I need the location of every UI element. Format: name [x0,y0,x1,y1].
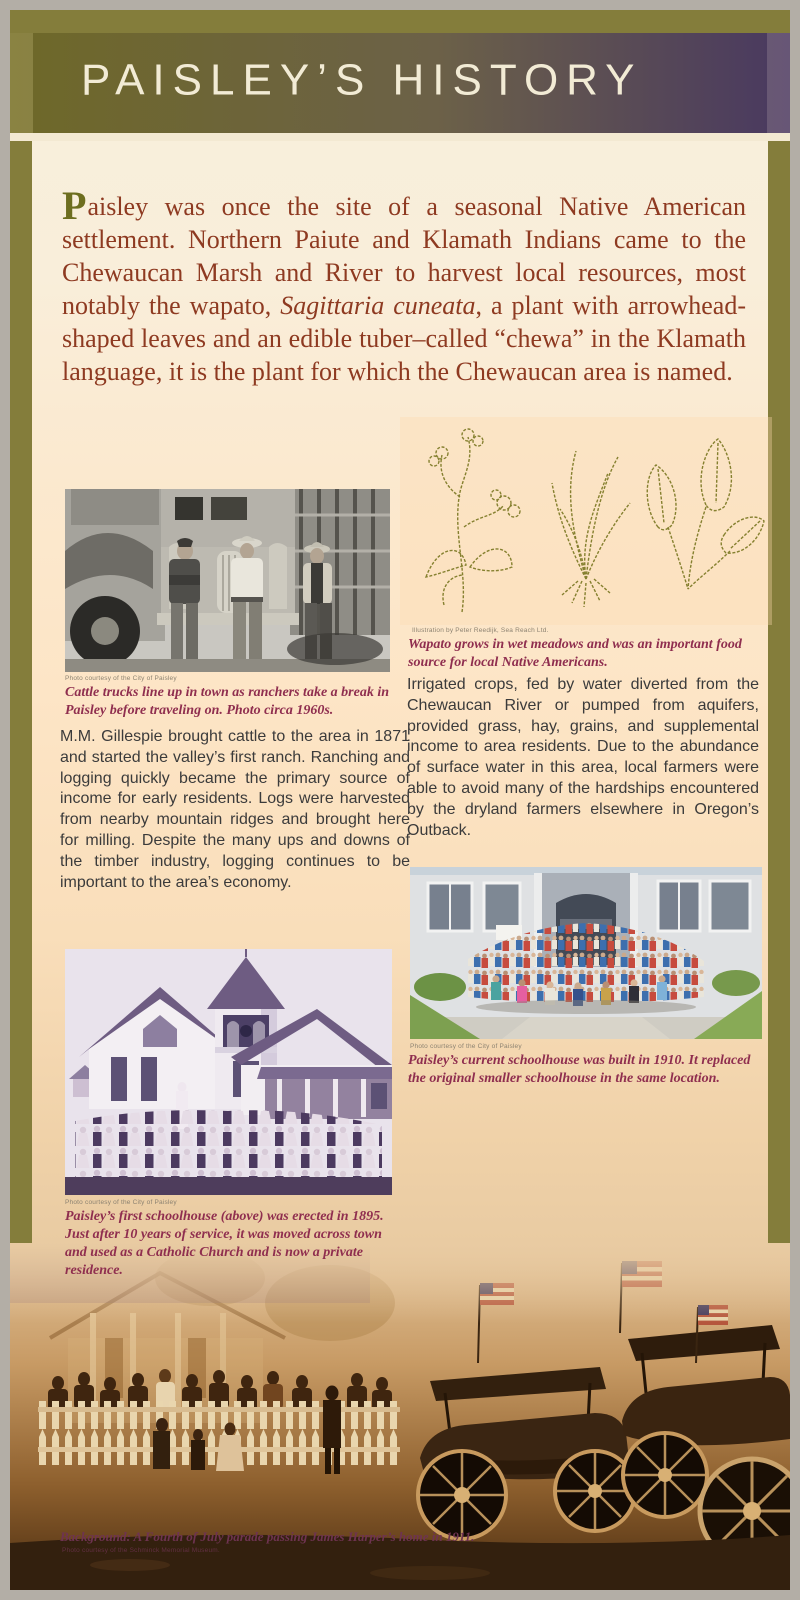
sign-panel [10,10,790,1590]
intro-text-2: , a plant with arrowhead-shaped leaves and an edible tuber–called “chewa” in the Klamath language, it is the plant for which the Chewaucan area is named. [62,291,746,386]
schoolhouse-1910-caption: Paisley’s current schoolhouse was built in 1910. It replaced the original smaller schoolhouse in the same location. [408,1053,751,1086]
wapato-credit: Illustration by Peter Reedijk, Sea Reach Ltd. [412,627,549,634]
cattle-trucks-photo [65,489,390,672]
schoolhouse-1895-photo [65,949,392,1195]
parade-caption: Background: A Fourth of July parade passing James Harper’s home in 1911. [60,1529,475,1544]
intro-text-1: aisley was once the site of a seasonal Native American settlement. Northern Paiute and Klamath Indians came to the Chewaucan Marsh and River to harvest local resources, most notably the wapato, [62,192,746,320]
wapato-caption: Wapato grows in wet meadows and was an important food source for local Native Americans. [408,637,742,670]
ranching-paragraph: M.M. Gillespie brought cattle to the area in 1871 and started the valley’s first ranch. Ranching and logging quickly became the primary source of income for early residents. Logs were harvested from nearby mountain ridges and brought here for milling. Despite the many ups and downs of the timber industry, logging continues to be important to the area’s economy. [60,728,410,891]
intro-paragraph [62,183,746,388]
wapato-illustration [400,417,772,625]
dropcap: P [62,183,88,228]
schoolhouse-1895-credit: Photo courtesy of the City of Paisley [65,1199,177,1206]
page-title: PAISLEY’S HISTORY [81,55,643,105]
content-area [32,141,768,1278]
divider-strip [10,133,790,141]
title-band-row [10,33,790,133]
species-name: Sagittaria cuneata [280,291,476,320]
children-crowd [75,1110,382,1187]
cattle-photo-credit: Photo courtesy of the City of Paisley [65,675,177,682]
parade-credit: Photo courtesy of the Schminck Memorial Museum. [62,1547,220,1554]
schoolhouse-1910-photo [410,867,762,1039]
cattle-photo-caption: Cattle trucks line up in town as ranchers take a break in Paisley before traveling on. Photo circa 1960s. [65,685,389,718]
schoolhouse-1910-credit: Photo courtesy of the City of Paisley [410,1043,522,1050]
schoolhouse-1895-caption: Paisley’s first schoolhouse (above) was erected in 1895. Just after 10 years of service, it was moved across town and used as a Catholic Church and is now a private residence. [65,1209,384,1278]
irrigation-paragraph: Irrigated crops, fed by water diverted from the Chewaucan River or pumped from aquifers, provided grass, hay, grains, and supplemental income to area residents. Due to the abundance of surface water in this area, local farmers were able to avoid many of the hardships encountered by the dryland farmers elsewhere in Oregon’s Outback. [407,676,759,839]
title-band [33,33,767,133]
parade-photo-section [10,1243,790,1590]
